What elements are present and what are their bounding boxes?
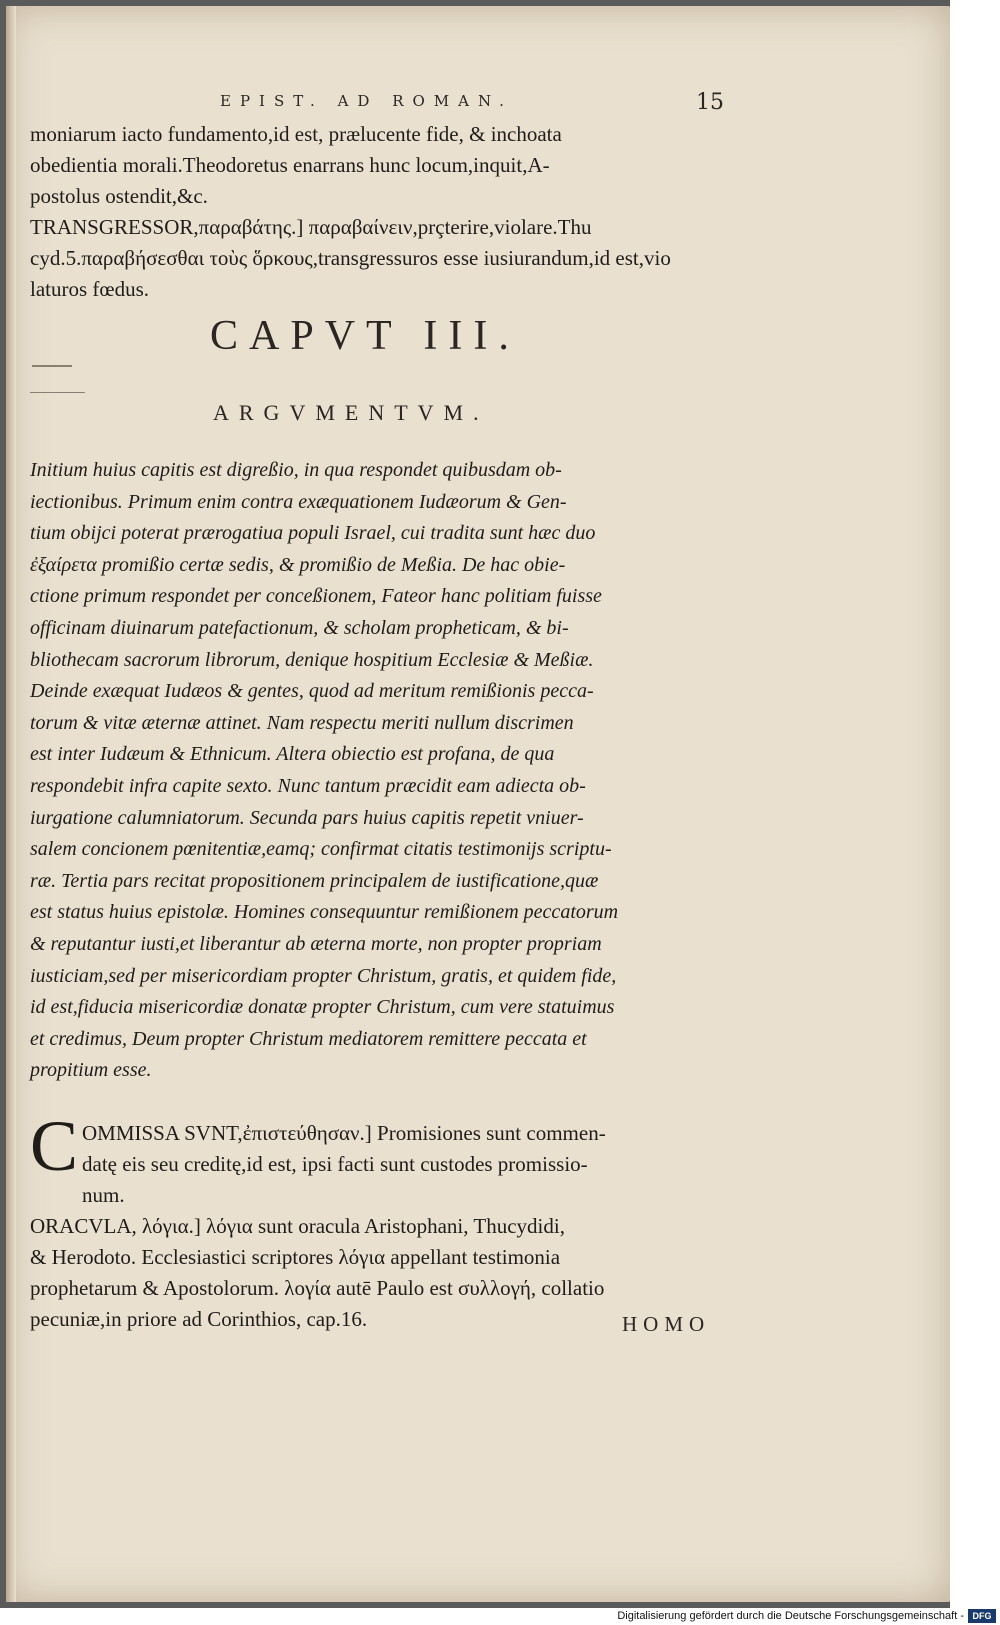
text-line: postolus ostendit,&c.: [30, 184, 208, 208]
text-line: et credimus, Deum propter Christum mediatorem remittere peccata et: [30, 1027, 587, 1050]
ink-speck: [32, 365, 72, 367]
text-line: respondebit infra capite sexto. Nunc tantum præcidit eam adiecta ob-: [30, 774, 586, 797]
dfg-logo: DFG: [968, 1609, 996, 1623]
text-line: ræ. Tertia pars recitat propositionem principalem de iustificatione,quæ: [30, 869, 599, 892]
text-line: datę eis seu creditę,id est, ipsi facti sunt custodes promissio-: [82, 1152, 588, 1176]
text-line: torum & vitæ æternæ attinet. Nam respectu meriti nullum discrimen: [30, 711, 574, 734]
footer-credit: Digitalisierung gefördert durch die Deutsche Forschungsgemeinschaft -: [617, 1610, 964, 1622]
running-title: EPIST. AD ROMAN.: [220, 92, 513, 110]
text-line: prophetarum & Apostolorum. λογία autē Paulo est συλλογή, collatio: [30, 1276, 605, 1300]
page-spine-shadow: [6, 6, 16, 1602]
chapter-title: CAPVT III.: [210, 313, 520, 359]
text-line: salem concionem pœnitentiæ,eamq; confirmat citatis testimonijs scriptu-: [30, 838, 612, 861]
ink-speck: [30, 392, 85, 393]
page-number: 15: [696, 90, 724, 115]
text-line: moniarum iacto fundamento,id est, prælucente fide, & inchoata: [30, 122, 562, 146]
text-line: iurgatione calumniatorum. Secunda pars huius capitis repetit vniuer-: [30, 806, 584, 829]
text-line: OMMISSA SVNT,ἐπιστεύθησαν.] Promisiones sunt commen-: [82, 1121, 606, 1145]
top-text-block: [30, 119, 720, 305]
text-line: est status huius epistolæ. Homines consequuntur remißionem peccatorum: [30, 901, 619, 924]
text-line: iectionibus. Primum enim contra exæquationem Iudæorum & Gen-: [30, 490, 567, 513]
text-line: ORACVLA, λόγια.] λόγια sunt oracula Aristophani, Thucydidi,: [30, 1214, 565, 1238]
text-line: est inter Iudæum & Ethnicum. Altera obiectio est profana, de qua: [30, 743, 555, 766]
text-line: num.: [82, 1183, 125, 1207]
text-line: laturos fœdus.: [30, 277, 149, 301]
commentary-block: [30, 1106, 720, 1335]
argument-text-block: [30, 455, 720, 1087]
text-line: pecuniæ,in priore ad Corinthios, cap.16.: [30, 1307, 368, 1331]
text-line: TRANSGRESSOR,παραβάτης.] παραβαίνειν,prçterire,violare.Thu: [30, 215, 592, 239]
text-line: & reputantur iusti,et liberantur ab æterna morte, non propter propriam: [30, 932, 602, 955]
catchword: HOMO: [622, 1312, 711, 1336]
text-line: Initium huius capitis est digreßio, in qua respondet quibusdam ob-: [30, 459, 562, 481]
text-line: cyd.5.παραβήσεσθαι τοὺς ὅρκους,transgressuros esse iusiurandum,id est,vio: [30, 246, 671, 270]
argument-heading: ARGVMENTVM.: [213, 400, 489, 425]
text-line: obedientia morali.Theodoretus enarrans hunc locum,inquit,A-: [30, 153, 550, 177]
text-line: & Herodoto. Ecclesiastici scriptores λόγια appellant testimonia: [30, 1245, 561, 1269]
text-line: ctione primum respondet per conceßionem, Fateor hanc politiam fuisse: [30, 585, 602, 608]
text-line: officinam diuinarum patefactionum, & scholam propheticam, & bi-: [30, 616, 569, 639]
text-line: bliothecam sacrorum librorum, denique hospitium Ecclesiæ & Meßiæ.: [30, 648, 594, 671]
drop-capital: C: [30, 1106, 79, 1186]
text-line: id est,fiducia misericordiæ donatæ propter Christum, cum vere statuimus: [30, 996, 615, 1019]
text-line: iusticiam,sed per misericordiam propter Christum, gratis, et quidem fide,: [30, 964, 617, 987]
text-line: propitium esse.: [30, 1059, 152, 1082]
text-line: tium obijci poterat prærogatiua populi Israel, cui tradita sunt hæc duo: [30, 522, 596, 545]
footer-bar: [0, 1608, 1000, 1625]
text-line: ἐξαίρετα promißio certæ sedis, & promißio de Meßia. De hac obie-: [30, 553, 566, 576]
text-line: Deinde exæquat Iudæos & gentes, quod ad meritum remißionis pecca-: [30, 680, 594, 703]
